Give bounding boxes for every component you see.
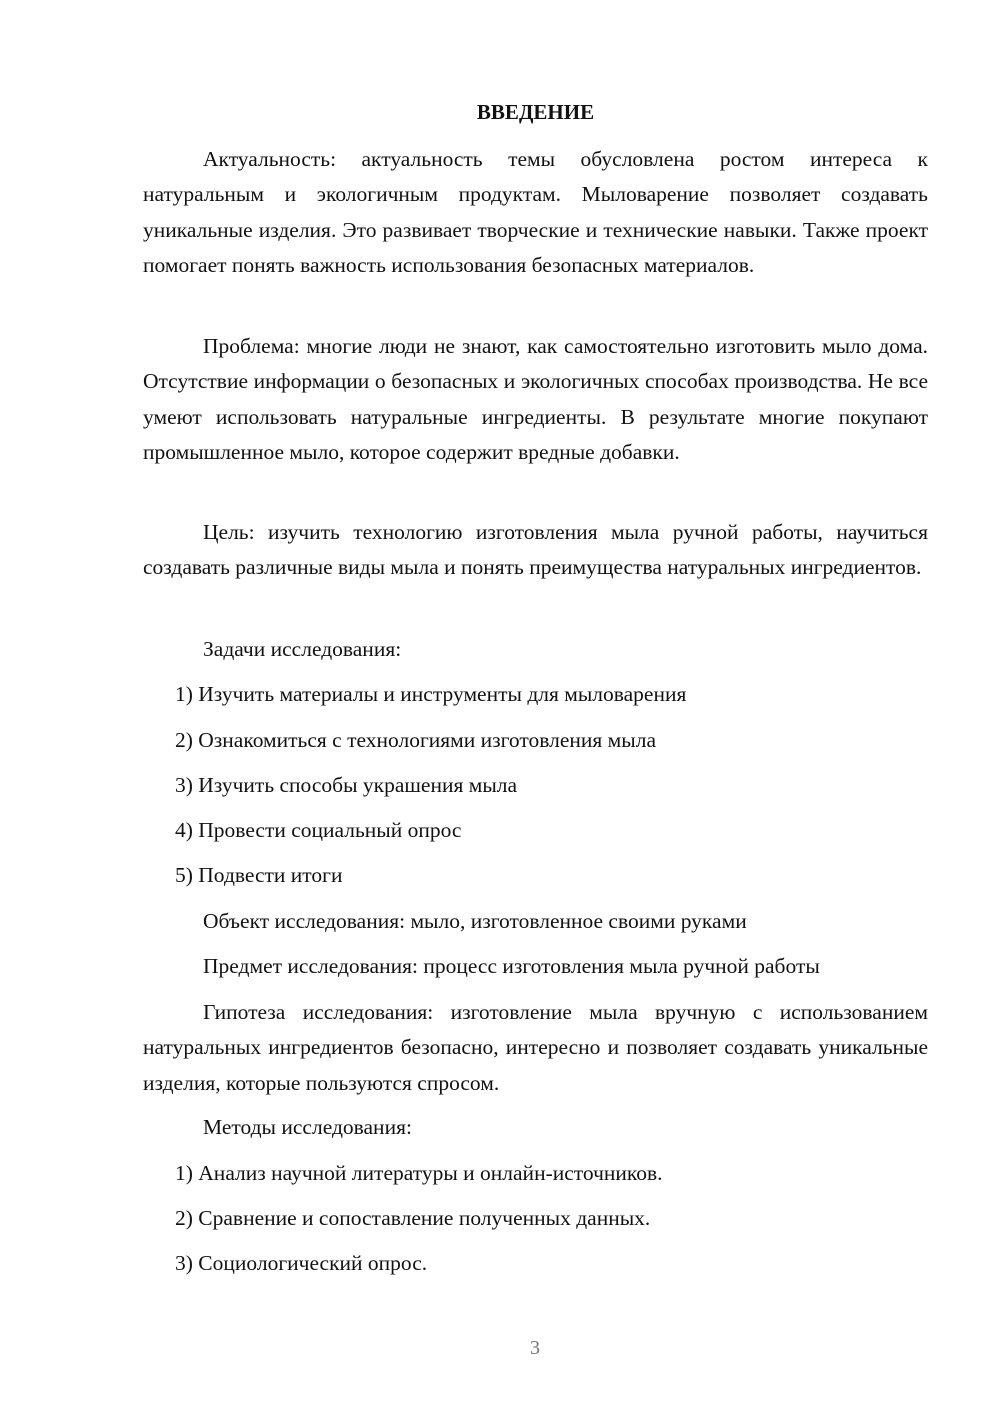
problem-paragraph: Проблема: многие люди не знают, как самостоятельно изготовить мыло дома. Отсутствие информации о безопасных и экологичных способах производства. Не все умеют использовать натуральные ингредиенты. В результате многие покупают промышленное мыло, которое содержит вредные добавки. xyxy=(143,334,928,464)
goal-paragraph: Цель: изучить технологию изготовления мыла ручной работы, научиться создавать различные виды мыла и понять преимущества натуральных ингредиентов. xyxy=(143,520,928,580)
task-item: 3) Изучить способы украшения мыла xyxy=(175,773,518,797)
object-line: Объект исследования: мыло, изготовленное своими руками xyxy=(203,909,747,933)
task-item: 1) Изучить материалы и инструменты для мыловарения xyxy=(175,682,687,706)
section-title: ВВЕДЕНИЕ xyxy=(476,100,595,124)
page-number: 3 xyxy=(530,1337,540,1359)
methods-heading: Методы исследования: xyxy=(203,1115,412,1139)
task-item: 5) Подвести итоги xyxy=(175,863,343,887)
subject-line: Предмет исследования: процесс изготовления мыла ручной работы xyxy=(203,954,820,978)
method-item: 3) Социологический опрос. xyxy=(175,1251,428,1275)
tasks-heading: Задачи исследования: xyxy=(203,637,402,661)
task-item: 4) Провести социальный опрос xyxy=(175,818,462,842)
relevance-paragraph: Актуальность: актуальность темы обусловлена ростом интереса к натуральным и экологичным продуктам. Мыловарение позволяет создавать уникальные изделия. Это развивает творческие и технические навыки. Также проект помогает понять важность использования безопасных материалов. xyxy=(143,147,928,277)
task-item: 2) Ознакомиться с технологиями изготовления мыла xyxy=(175,728,656,752)
method-item: 1) Анализ научной литературы и онлайн-источников. xyxy=(175,1161,663,1185)
hypothesis-paragraph: Гипотеза исследования: изготовление мыла вручную с использованием натуральных ингредиентов безопасно, интересно и позволяет создавать уникальные изделия, которые пользуются спросом. xyxy=(143,1000,928,1095)
method-item: 2) Сравнение и сопоставление полученных данных. xyxy=(175,1206,651,1230)
